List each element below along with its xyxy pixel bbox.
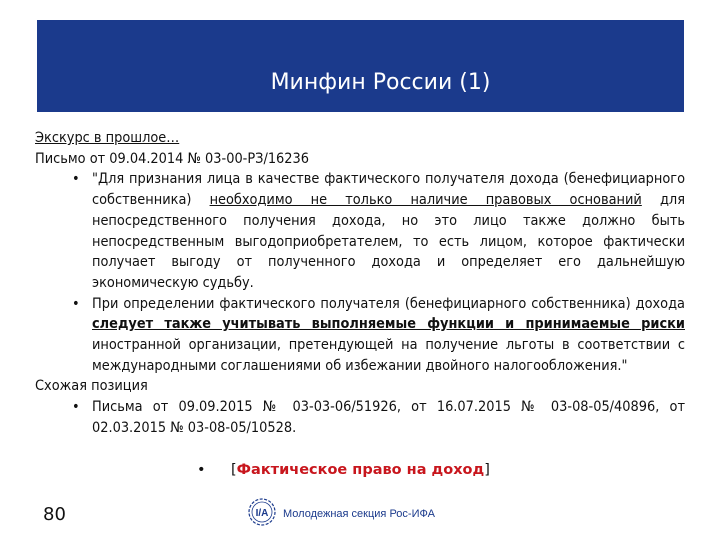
title-banner — [37, 20, 684, 112]
bullet-icon: • — [197, 462, 206, 478]
quote1-underlined: необходимо не только наличие правовых оснований — [209, 192, 642, 209]
svg-text:I/A: I/A — [255, 508, 269, 519]
topic-tag — [197, 462, 490, 478]
slide-title: Минфин России (1) — [270, 70, 491, 95]
quote2-text-2: иностранной организации, претендующей на получение льготы в соответствии с международными соглашениями об избежании двойного налогообложения." — [92, 337, 685, 374]
letter-reference: Письмо от 09.04.2014 № 03-00-РЗ/16236 — [35, 150, 309, 167]
tag-open: [ — [231, 462, 237, 478]
quote-bullet-1 — [35, 169, 685, 293]
quote-bullet-2 — [35, 294, 685, 377]
page-number: 80 — [43, 504, 66, 525]
bullet-icon: • — [72, 171, 80, 188]
footer-organization: Молодежная секция Рос-ИФА — [283, 508, 435, 520]
section-heading: Экскурс в прошлое… — [35, 130, 180, 146]
quote2-bold-underlined: следует также учитывать выполняемые функции и принимаемые риски — [92, 316, 685, 333]
tag-close: ] — [484, 462, 490, 478]
similar-bullet — [35, 397, 685, 438]
quote1-text-2: для непосредственного получения дохода, но это лицо также должно быть непосредственным выгодоприобретателем, то есть лицом, которое фактически получает выгоду от полученного дохода и определяет его дальнейшую экономическую судьбу. — [92, 192, 685, 291]
quote1-text-1: "Для признания лица в качестве фактического получателя дохода (бенефициарного собственника) — [92, 171, 685, 209]
quote2-text-1: При определении фактического получателя (бенефициарного собственника) дохода — [92, 295, 685, 312]
bullet-icon: • — [72, 295, 80, 312]
bullet-icon: • — [72, 399, 80, 416]
similar-letters: Письма от 09.09.2015 № 03-03-06/51926, от 16.07.2015 № 03-08-05/40896, от 02.03.2015 № 03-08-05/10528. — [92, 399, 685, 436]
tag-text: Фактическое право на доход — [236, 462, 485, 478]
similar-heading: Схожая позиция — [35, 378, 148, 395]
ifa-logo-icon — [247, 497, 277, 527]
slide-body — [35, 128, 685, 439]
